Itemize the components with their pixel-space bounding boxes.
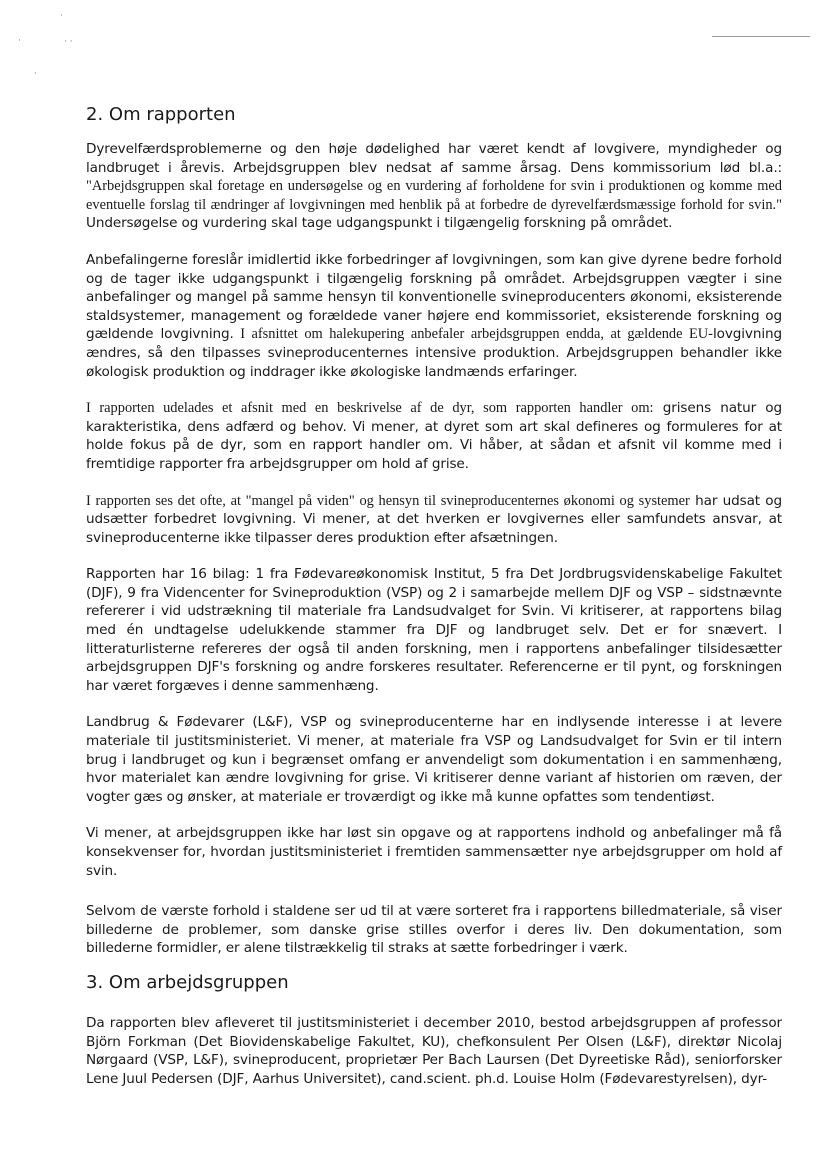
scan-artifact-line <box>712 36 810 37</box>
paragraph-text-serif: I afsnittet om halekupering anbefaler arbejdsgruppen endda, at gældende EU- <box>233 326 713 343</box>
paragraph-text: har udsat og udsætter forbedret lovgivning. Vi mener, at det hverken er lovgivernes eller samfundets ansvar, at svineproducenterne ikke tilpasser deres produktion efter afsætningen. <box>86 492 782 546</box>
scan-speck: · <box>60 11 63 21</box>
section-2-paragraph-8: Selvom de værste forhold i staldene ser ud til at være sorteret fra i rapportens billedmateriale, så viser billederne de problemer, som danske grise stilles overfor i deres liv. Den dokumentation, som billederne formidler, er alene tilstrækkelig til straks at sætte forbedringer i værk. <box>86 903 782 957</box>
paragraph-text-serif: I rapporten ses det ofte, at "mangel på viden" og hensyn til svineproducenternes økonomi og systemer <box>86 492 690 509</box>
section-3-heading: 3. Om arbejdsgruppen <box>86 971 289 993</box>
section-2-paragraph-7: Vi mener, at arbejdsgruppen ikke har løst sin opgave og at rapportens indhold og anbefalinger må få konsekvenser for, hvordan justitsministeriet i fremtiden sammensætter nye arbejdsgrupper om hold af svin. <box>86 825 782 879</box>
paragraph-text: lovgivning ændres, så den tilpasses svineproducenternes intensive produktion. Arbejdsgruppen behandler ikke økologisk produktion og inddrager ikke økologiske landmænds erfaringer. <box>86 326 782 380</box>
scan-speck: · · <box>64 37 73 47</box>
paragraph-text: grisens natur og karakteristika, dens adfærd og behov. Vi mener, at dyret som art skal defineres og formuleres for at holde fokus på de dyr, som en rapport handler om. Vi håber, at sådan et afsnit vil komme med i fremtidige rapporter fra arbejdsgrupper om hold af grise. <box>86 400 782 472</box>
document-body <box>86 98 782 1088</box>
section-2-paragraph-5: Rapporten har 16 bilag: 1 fra Fødevareøkonomisk Institut, 5 fra Det Jordbrugsvidenskabelige Fakultet (DJF), 9 fra Videncenter for Svineproduktion (VSP) og 2 i samarbejde mellem DJF og VSP – sidstnævnte refererer i vid udstrækning til materiale fra Landsudvalget for Svin. Vi kritiserer, at rapportens bilag med én undtagelse udelukkende stammer fra DJF og landbruget selv. Det er for snævert. I litteraturlisterne refereres der også til anden forskning, men i rapportens anbefalinger tilsidesætter arbejdsgruppen DJF's forskning og andre forskeres resultater. Referencerne er til pynt, og forskningen har været forgæves i denne sammenhæng. <box>86 566 782 694</box>
section-3-paragraph-1: Da rapporten blev afleveret til justitsministeriet i december 2010, bestod arbejdsgruppen af professor Björn Forkman (Det Biovidenskabelige Fakultet, KU), chefkonsulent Per Olsen (L&F), direktør Nicolaj Nørgaard (VSP, L&F), svineproducent, proprietær Per Bach Laursen (Det Dyreetiske Råd), seniorforsker Lene Juul Pedersen (DJF, Aarhus Universitet), cand.scient. ph.d. Louise Holm (Fødevarestyrelsen), dyr- <box>86 1014 782 1087</box>
scan-speck: · <box>18 36 21 46</box>
section-2-paragraph-3 <box>86 399 782 473</box>
paragraph-text: Dyrevelfærdsproblemerne og den høje dødelighed har været kendt af lovgivere, myndigheder og landbruget i årevis. Arbejdsgruppen blev nedsat af samme årsag. Dens kommissorium lød bl.a.: <box>86 141 782 176</box>
paragraph-text-serif: I rapporten udelades et afsnit med en beskrivelse af de dyr, som rapporten handler om: <box>86 400 654 417</box>
section-2-heading: 2. Om rapporten <box>86 104 236 125</box>
section-2-paragraph-4 <box>86 492 782 548</box>
section-2-paragraph-2 <box>86 251 782 381</box>
section-2-paragraph-1 <box>86 140 782 233</box>
section-2-paragraph-6: Landbrug & Fødevarer (L&F), VSP og svineproducenterne har en indlysende interesse i at levere materiale til justitsministeriet. Vi mener, at materiale fra VSP og Landsudvalget for Svin er til intern brug i landbruget og kun i begrænset omfang er anvendeligt som dokumentation i en sammenhæng, hvor materialet kan ændre lovgivning for grise. Vi kritiserer denne variant af historien om ræven, der vogter gæs og ønsker, at materiale er troværdigt og ikke må kunne opfattes som tendentiøst. <box>86 714 782 805</box>
paragraph-text: Anbefalingerne foreslår imidlertid ikke forbedringer af lovgivningen, som kan give dyrene bedre forhold og de tager ikke udgangspunkt i tilgængelig forskning på området. Arbejdsgruppen vægter i sine anbefalinger og mangel på samme hensyn til konventionelle svineproducenters økonomi, eksisterende staldsystemer, management og forældede vaner højere end kommissoriet, eksisterende forskning og gældende lovgivning. <box>86 251 782 343</box>
scan-speck: · <box>34 69 37 79</box>
mandate-quote: "Arbejdsgruppen skal foretage en undersøgelse og en vurdering af forholdene for svin i produktionen og komme med eventuelle forslag til ændringer af lovgivningen med henblik på at forbedre de dyrevelfærdsmæssige forhold for svin." <box>86 178 782 213</box>
paragraph-text: Undersøgelse og vurdering skal tage udgangspunkt i tilgængelig forskning på området. <box>86 215 673 232</box>
